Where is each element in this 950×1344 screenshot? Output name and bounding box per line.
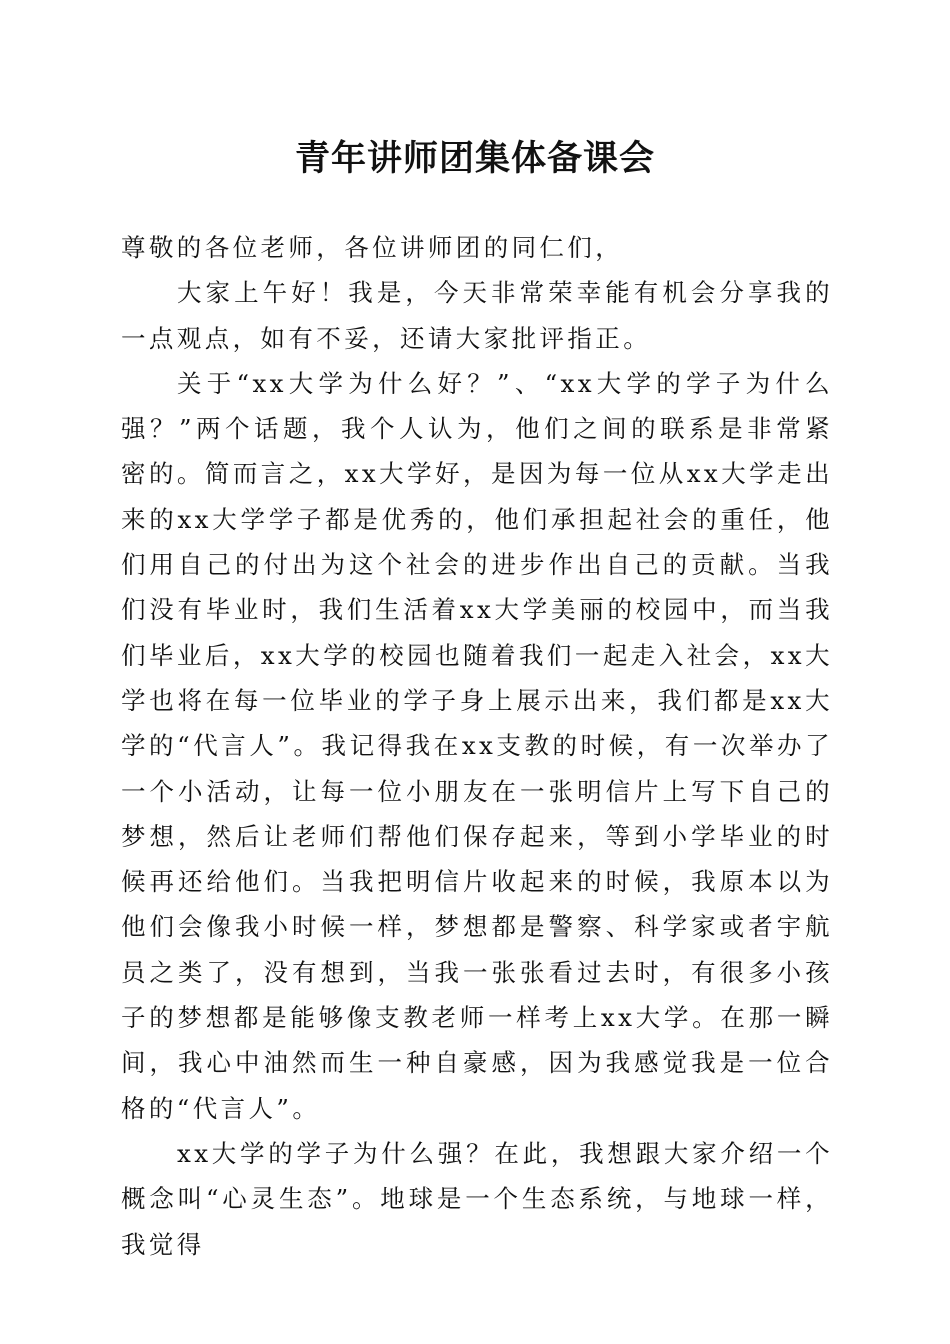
- paragraph-main: 关于“xx大学为什么好？”、“xx大学的学子为什么强？”两个话题，我个人认为，他们之间的联系是非常紧密的。简而言之，xx大学好，是因为每一位从xx大学走出来的xx大学学子都是优秀的，他们承担起社会的重任，他们用自己的付出为这个社会的进步作出自己的贡献。当我们没有毕业时，我们生活着xx大学美丽的校园中，而当我们毕业后，xx大学的校园也随着我们一起走入社会，xx大学也将在每一位毕业的学子身上展示出来，我们都是xx大学的“代言人”。我记得我在xx支教的时候，有一次举办了一个小活动，让每一位小朋友在一张明信片上写下自己的梦想，然后让老师们帮他们保存起来，等到小学毕业的时候再还给他们。当我把明信片收起来的时候，我原本以为他们会像我小时候一样，梦想都是警察、科学家或者宇航员之类了，没有想到，当我一张张看过去时，有很多小孩子的梦想都是能够像支教老师一样考上xx大学。在那一瞬间，我心中油然而生一种自豪感，因为我感觉我是一位合格的“代言人”。: [121, 368, 833, 1123]
- paragraph-concept: xx大学的学子为什么强？在此，我想跟大家介绍一个概念叫“心灵生态”。地球是一个生态系统，与地球一样，我觉得: [121, 1138, 833, 1259]
- salutation: 尊敬的各位老师，各位讲师团的同仁们，: [121, 233, 624, 262]
- document-body: [121, 225, 833, 1267]
- document-title: 青年讲师团集体备课会: [294, 138, 655, 179]
- paragraph-greeting: 大家上午好！我是，今天非常荣幸能有机会分享我的一点观点，如有不妥，还请大家批评指正。: [121, 278, 833, 353]
